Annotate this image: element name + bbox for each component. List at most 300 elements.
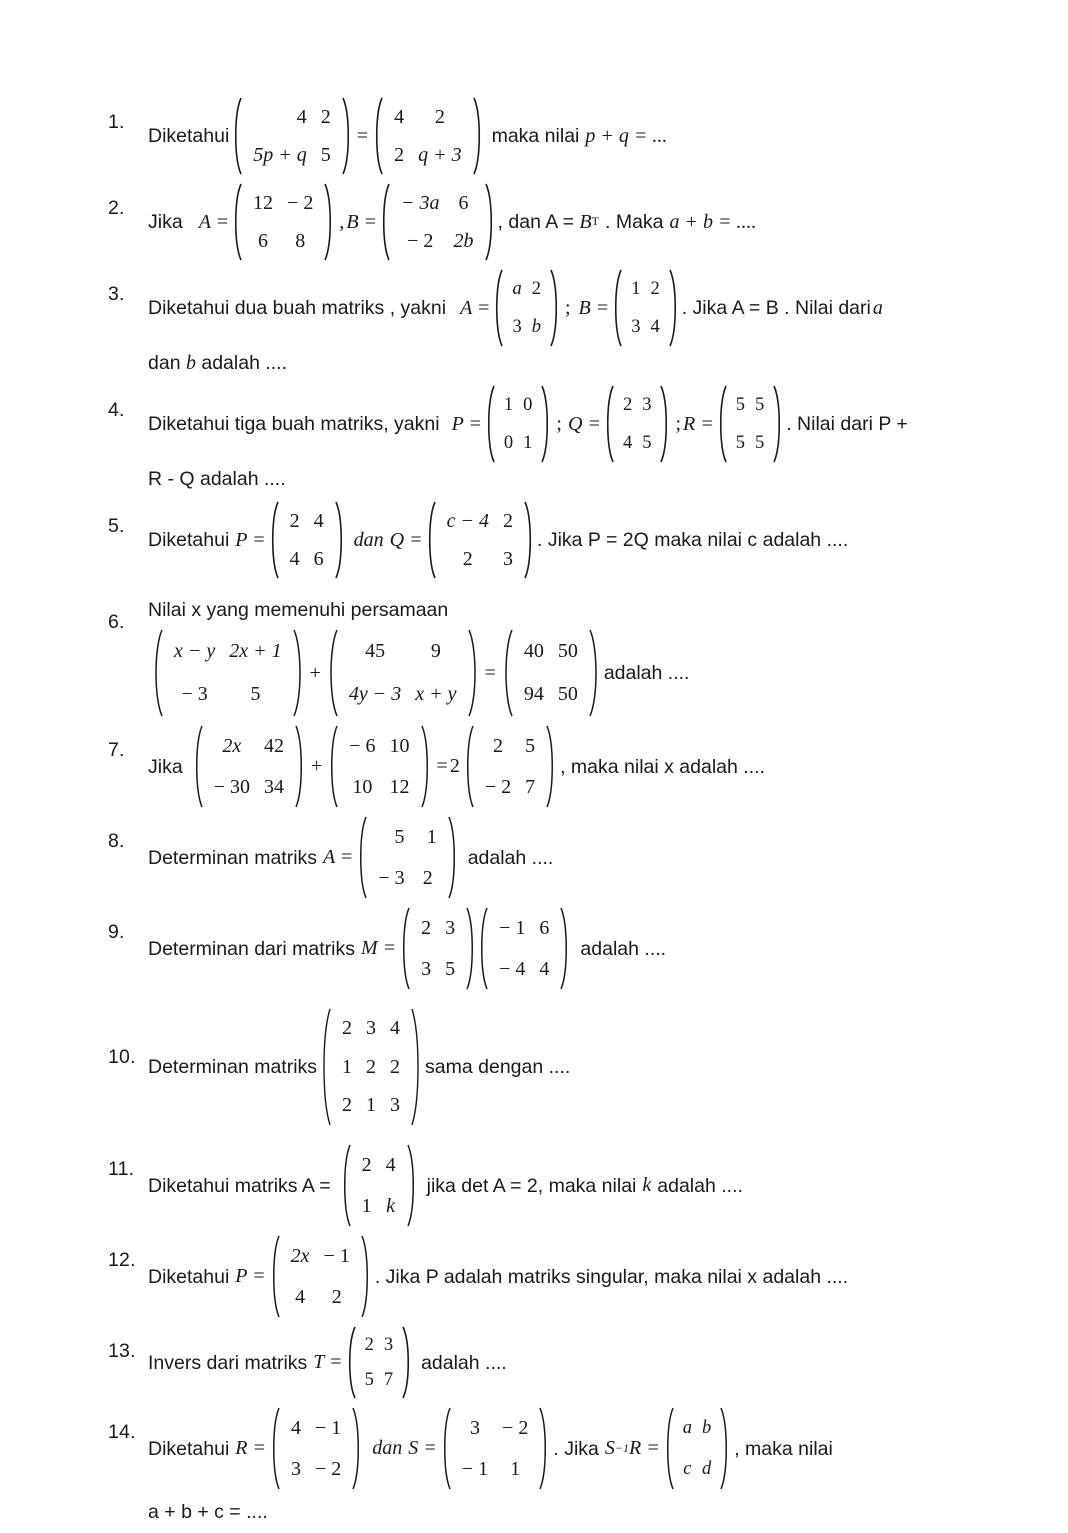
matrix-cell: − 2 <box>287 191 314 214</box>
matrix-13a <box>345 1325 414 1400</box>
matrix-cells <box>351 1143 407 1228</box>
paren-right-icon <box>541 384 552 464</box>
question-text-after: adalah .... <box>603 662 690 685</box>
paren-right-icon <box>589 628 602 718</box>
matrix-cell: 2 <box>434 105 445 128</box>
paren-left-icon <box>500 628 513 718</box>
matrix-cell: 3 <box>383 1334 394 1355</box>
matrix-cells <box>674 1406 721 1491</box>
matrix-cell: 4 <box>385 1154 396 1177</box>
matrix-3a <box>492 268 561 348</box>
paren-right-icon <box>295 724 307 809</box>
paren-left-icon <box>268 500 279 580</box>
matrix-cell: 2x + 1 <box>229 640 282 663</box>
matrix-cells <box>614 384 661 464</box>
question-tail: a + b = .... <box>669 210 757 233</box>
matrix-cell: 2 <box>364 1334 374 1355</box>
inverse-superscript: −1 <box>614 1441 629 1456</box>
paren-right-icon <box>407 1143 419 1228</box>
matrix-cell: b <box>701 1418 712 1439</box>
matrix-cell: 2 <box>462 547 473 570</box>
matrix-cell: − 6 <box>349 735 376 758</box>
matrix-cell: 3 <box>642 394 652 415</box>
matrix-2b <box>379 182 496 262</box>
matrix-cell: 4 <box>289 547 300 570</box>
question-text-after: jika det A = 2, maka nilai <box>426 1174 637 1197</box>
question-line-2-text: a + b + c = .... <box>148 1501 268 1524</box>
question-line-2 <box>148 1497 1008 1527</box>
question-line-2-text: dan <box>148 351 186 374</box>
matrix-cells <box>356 1325 403 1400</box>
question-item-6 <box>108 596 1008 718</box>
paren-right-icon <box>293 628 306 718</box>
matrix-4p <box>484 384 553 464</box>
transpose-base: B <box>579 210 592 233</box>
question-text-mid: . Jika <box>553 1437 599 1460</box>
matrix-cell: 12 <box>253 191 274 214</box>
question-body <box>148 1406 1008 1527</box>
paren-right-icon <box>411 1007 423 1127</box>
question-item-1 <box>108 96 1008 176</box>
matrix-cell: 4 <box>295 1285 306 1308</box>
scalar-multiplier: 2 <box>449 755 460 778</box>
question-item-7 <box>108 724 1008 809</box>
question-line-1: Nilai x yang memenuhi persamaan <box>148 599 449 621</box>
question-item-8 <box>108 815 1008 900</box>
matrix-2a <box>231 182 335 262</box>
matrix-6b <box>325 628 481 718</box>
equals-sign: = <box>356 124 369 147</box>
paren-left-icon <box>325 628 338 718</box>
question-body <box>148 500 1008 580</box>
matrix-cell: 4 <box>650 316 660 337</box>
question-text: Diketahui <box>148 1437 230 1460</box>
question-text-after: , maka nilai <box>734 1437 833 1460</box>
matrix-label-q: Q = <box>389 528 423 551</box>
paren-right-icon <box>485 182 496 262</box>
matrix-12a <box>268 1234 373 1319</box>
matrix-cell: 5 <box>754 432 765 453</box>
paren-right-icon <box>342 96 353 176</box>
matrix-cell: 1 <box>523 432 533 453</box>
matrix-cell: k <box>386 1194 396 1217</box>
matrix-cell: 3 <box>390 1094 401 1117</box>
question-line-2-tail: adalah .... <box>195 351 288 374</box>
matrix-14r <box>268 1406 364 1491</box>
matrix-cell: 1 <box>361 1194 372 1217</box>
matrix-cell: c − 4 <box>446 509 489 532</box>
question-text: Jika <box>148 210 183 233</box>
question-number: 11. <box>108 1158 135 1181</box>
paren-right-icon <box>720 1406 732 1491</box>
matrix-label-m: M = <box>360 937 397 960</box>
matrix-7b <box>326 724 432 809</box>
matrix-label-r: R = <box>683 412 714 435</box>
conjunction-dan: dan <box>372 1437 403 1460</box>
matrix-cell: 2 <box>422 866 433 889</box>
question-body <box>148 384 1008 494</box>
question-body <box>148 596 1008 718</box>
paren-right-icon <box>402 1325 413 1400</box>
matrix-cells <box>474 724 546 809</box>
question-text: Diketahui matriks A = <box>148 1174 331 1197</box>
question-text-after: . Maka <box>604 210 664 233</box>
matrix-cell: 1 <box>510 1457 521 1480</box>
comma: , <box>339 210 345 233</box>
question-text: Diketahui dua buah matriks , yakni <box>148 296 447 319</box>
question-text: Jika <box>148 755 183 778</box>
question-body <box>148 724 1008 809</box>
matrix-label-p: P = <box>235 1265 266 1288</box>
matrix-cells <box>727 384 774 464</box>
question-body <box>148 1143 1008 1228</box>
paren-left-icon <box>398 906 410 991</box>
question-number: 7. <box>108 739 125 762</box>
paren-right-icon <box>421 724 433 809</box>
paren-right-icon <box>524 500 535 580</box>
semicolon-separator: ; <box>564 296 571 319</box>
matrix-label-a: A = <box>198 210 230 233</box>
matrix-cell: 5 <box>394 826 405 849</box>
paren-left-icon <box>379 182 390 262</box>
question-text-after: adalah .... <box>580 937 667 960</box>
matrix-cell: 2 <box>366 1055 377 1078</box>
question-number: 6. <box>108 611 125 633</box>
matrix-cells <box>503 268 550 348</box>
matrix-7a <box>191 724 307 809</box>
matrix-cell: 3 <box>291 1457 302 1480</box>
matrix-label-s: S = <box>408 1437 437 1460</box>
question-item-3 <box>108 268 1008 378</box>
matrix-14s <box>439 1406 552 1491</box>
paren-right-icon <box>361 1234 373 1319</box>
paren-left-icon <box>425 500 436 580</box>
matrix-cells <box>331 1007 411 1127</box>
question-text-after: . Jika P = 2Q maka nilai c adalah .... <box>536 528 849 551</box>
matrix-cell: 4 <box>291 1417 302 1440</box>
paren-left-icon <box>268 1234 280 1319</box>
question-text-after: . Nilai dari P + <box>786 412 908 435</box>
matrix-6a <box>150 628 306 718</box>
matrix-8a <box>355 815 459 900</box>
matrix-cells <box>513 628 589 718</box>
matrix-cell: − 30 <box>213 775 250 798</box>
matrix-cell: 7 <box>525 775 536 798</box>
matrix-cells <box>338 724 420 809</box>
matrix-cell: 6 <box>313 547 324 570</box>
matrix-cell: 2 <box>342 1017 353 1040</box>
matrix-cell: 6 <box>258 229 269 252</box>
question-text-after: , maka nilai x adalah .... <box>560 755 765 778</box>
matrix-cell: 3 <box>631 316 641 337</box>
question-tail: p + q = ... <box>585 124 668 147</box>
matrix-cell: 5 <box>250 683 261 706</box>
matrix-cell: 2 <box>320 105 331 128</box>
matrix-cell: 3 <box>421 957 432 980</box>
paren-right-icon <box>352 1406 364 1491</box>
question-number: 10. <box>108 1046 136 1069</box>
conjunction-dan: dan <box>353 528 384 551</box>
question-number: 3. <box>108 283 125 305</box>
matrix-cell: 4 <box>539 957 550 980</box>
matrix-cell: 4 <box>622 432 633 453</box>
question-text-after: adalah .... <box>421 1351 507 1374</box>
matrix-cell: 4 <box>394 105 405 128</box>
inverse-base: S <box>604 1437 615 1460</box>
paren-left-icon <box>476 906 488 991</box>
question-line-2-text: R - Q adalah .... <box>148 467 286 490</box>
question-body <box>148 906 1008 991</box>
question-number: 14. <box>108 1421 136 1444</box>
question-body <box>148 268 1008 378</box>
matrix-cell: 2x <box>290 1245 310 1268</box>
matrix-cell: 0 <box>523 394 533 415</box>
matrix-cell: − 2 <box>407 229 434 252</box>
matrix-cell: x + y <box>415 683 457 706</box>
matrix-cell: 45 <box>365 640 386 663</box>
matrix-cell: 7 <box>383 1370 394 1391</box>
matrix-cells <box>242 96 342 176</box>
question-body <box>148 1234 1008 1319</box>
matrix-label-b: B = <box>578 296 610 319</box>
matrix-cells <box>488 906 560 991</box>
matrix-cell: 5 <box>735 432 745 453</box>
matrix-10a <box>319 1007 423 1127</box>
matrix-label-t: T = <box>313 1351 343 1374</box>
question-item-12 <box>108 1234 1008 1319</box>
semicolon-separator-2: ; <box>675 412 681 435</box>
matrix-cell: 2b <box>453 229 474 252</box>
question-body <box>148 96 1008 176</box>
variable-b: b <box>185 351 196 374</box>
question-number: 4. <box>108 399 125 421</box>
matrix-5p <box>268 500 346 580</box>
variable-k: k <box>642 1174 652 1197</box>
paren-right-icon <box>324 182 335 262</box>
question-text: Determinan matriks <box>148 1056 318 1079</box>
paren-left-icon <box>484 384 495 464</box>
matrix-label-b: B = <box>346 210 378 233</box>
matrix-cells <box>280 1406 352 1491</box>
paren-right-icon <box>660 384 671 464</box>
matrix-cell: 50 <box>557 640 578 663</box>
matrix-cells <box>242 182 324 262</box>
question-number: 1. <box>108 111 125 133</box>
matrix-cell: 2 <box>492 735 503 758</box>
matrix-1b <box>372 96 484 176</box>
paren-left-icon <box>372 96 383 176</box>
question-line-2 <box>148 348 1008 378</box>
paren-right-icon <box>560 906 572 991</box>
question-body <box>148 815 1008 900</box>
matrix-9a <box>398 906 478 991</box>
paren-right-icon <box>448 815 460 900</box>
question-list <box>108 96 1008 1533</box>
matrix-cell: 42 <box>263 735 284 758</box>
matrix-cell: 3 <box>366 1017 377 1040</box>
question-item-2 <box>108 182 1008 262</box>
matrix-cell: 9 <box>430 640 441 663</box>
question-item-13 <box>108 1325 1008 1400</box>
matrix-5q <box>425 500 535 580</box>
question-number: 12. <box>108 1249 136 1272</box>
question-item-5 <box>108 500 1008 580</box>
matrix-cell: 2 <box>531 278 541 299</box>
paren-left-icon <box>268 1406 280 1491</box>
paren-right-icon <box>468 628 481 718</box>
question-tail: adalah .... <box>657 1174 743 1197</box>
question-text: Determinan matriks <box>148 846 318 869</box>
matrix-cell: − 3a <box>401 191 440 214</box>
matrix-cells <box>436 500 524 580</box>
matrix-cell: − 3 <box>378 866 405 889</box>
matrix-label-a: A = <box>323 846 354 869</box>
paren-right-icon <box>473 96 484 176</box>
matrix-cell: 10 <box>352 775 373 798</box>
matrix-cell: 1 <box>342 1055 353 1078</box>
matrix-cells <box>410 906 466 991</box>
matrix-7c <box>462 724 558 809</box>
matrix-6c <box>500 628 602 718</box>
matrix-4r <box>716 384 785 464</box>
matrix-4q <box>603 384 672 464</box>
question-text-mid: , dan A = <box>497 210 580 233</box>
matrix-cell: a <box>512 278 522 299</box>
matrix-cell: a <box>682 1418 692 1439</box>
matrix-cell: 4 <box>390 1017 401 1040</box>
matrix-cell: 6 <box>539 917 550 940</box>
matrix-cell: 2 <box>342 1094 353 1117</box>
matrix-cell: 2 <box>390 1055 401 1078</box>
matrix-cell: 94 <box>523 683 544 706</box>
matrix-cell: 2 <box>502 509 513 532</box>
matrix-cell: 1 <box>426 826 437 849</box>
matrix-cell: − 3 <box>181 683 208 706</box>
matrix-cell: − 2 <box>502 1417 529 1440</box>
matrix-cell: 2x <box>222 735 242 758</box>
question-number: 5. <box>108 515 125 537</box>
matrix-cell: 50 <box>557 683 578 706</box>
paren-left-icon <box>191 724 203 809</box>
semicolon-separator: ; <box>556 412 562 435</box>
matrix-cell: 2 <box>394 143 405 166</box>
matrix-cell: 5 <box>754 394 765 415</box>
paren-left-icon <box>439 1406 451 1491</box>
paren-left-icon <box>611 268 622 348</box>
paren-left-icon <box>355 815 367 900</box>
matrix-cells <box>495 384 542 464</box>
matrix-cell: − 2 <box>484 775 512 798</box>
matrix-cell: 4 <box>313 509 324 532</box>
matrix-1a <box>231 96 353 176</box>
question-number: 8. <box>108 830 125 853</box>
matrix-cells <box>279 500 335 580</box>
matrix-cells <box>622 268 669 348</box>
question-text: Diketahui <box>148 1265 230 1288</box>
matrix-cell: − 1 <box>461 1457 489 1480</box>
matrix-cell: d <box>701 1458 712 1479</box>
matrix-11a <box>339 1143 419 1228</box>
paren-left-icon <box>462 724 474 809</box>
plus-sign: + <box>310 755 323 778</box>
matrix-cell: 2 <box>421 917 432 940</box>
paren-left-icon <box>492 268 503 348</box>
paren-left-icon <box>231 182 242 262</box>
plus-sign: + <box>309 661 321 684</box>
matrix-cell: 3 <box>469 1417 480 1440</box>
matrix-cell: 1 <box>366 1094 377 1117</box>
question-body <box>148 1325 1008 1400</box>
equals-sign: = <box>484 661 496 684</box>
matrix-cells <box>338 628 468 718</box>
paren-left-icon <box>319 1007 331 1127</box>
matrix-cell: 40 <box>523 640 544 663</box>
paren-right-icon <box>773 384 784 464</box>
matrix-cells <box>203 724 295 809</box>
paren-left-icon <box>345 1325 356 1400</box>
question-text-after: . Jika A = B . Nilai dari <box>681 296 871 319</box>
question-number: 13. <box>108 1340 136 1363</box>
variable-a-visible: a <box>872 296 883 319</box>
matrix-cell: q + 3 <box>418 143 462 166</box>
paren-left-icon <box>150 628 163 718</box>
question-body <box>148 1007 1008 1127</box>
matrix-cells <box>390 182 485 262</box>
matrix-cell: 5 <box>364 1370 374 1391</box>
matrix-cell: 2 <box>622 394 633 415</box>
matrix-14abcd <box>662 1406 733 1491</box>
matrix-label-p: P = <box>235 528 266 551</box>
question-text: Determinan dari matriks <box>148 937 355 960</box>
matrix-cell: 5 <box>525 735 536 758</box>
matrix-3b <box>611 268 680 348</box>
matrix-cell: 5p + q <box>253 143 307 166</box>
matrix-cell: 3 <box>502 547 513 570</box>
matrix-cell: 5 <box>320 143 331 166</box>
matrix-label-q: Q = <box>567 412 601 435</box>
matrix-cell: 34 <box>263 775 284 798</box>
transpose-superscript: T <box>591 214 599 229</box>
paren-right-icon <box>546 724 558 809</box>
question-text: Invers dari matriks <box>148 1351 308 1374</box>
equals-sign: = <box>436 755 448 778</box>
matrix-cell: 1 <box>631 278 641 299</box>
question-text-after: maka nilai <box>491 124 580 147</box>
question-item-4 <box>108 384 1008 494</box>
matrix-cells <box>383 96 473 176</box>
question-text-after: adalah .... <box>467 846 554 869</box>
paren-left-icon <box>339 1143 351 1228</box>
matrix-cell: 8 <box>295 229 306 252</box>
matrix-cell: 2 <box>361 1154 372 1177</box>
matrix-cell: − 2 <box>315 1457 342 1480</box>
matrix-cell: 2 <box>289 509 300 532</box>
question-body <box>148 182 1008 262</box>
matrix-cell: − 1 <box>499 917 526 940</box>
question-item-9 <box>108 906 1008 991</box>
question-text-after: sama dengan .... <box>425 1056 571 1079</box>
question-text-after: . Jika P adalah matriks singular, maka nilai x adalah .... <box>374 1265 849 1288</box>
question-number: 2. <box>108 197 125 219</box>
matrix-cells <box>163 628 293 718</box>
paren-left-icon <box>603 384 614 464</box>
matrix-9b <box>476 906 572 991</box>
matrix-cell: 5 <box>735 394 745 415</box>
matrix-cell: − 1 <box>323 1245 350 1268</box>
paren-right-icon <box>539 1406 551 1491</box>
matrix-cell: 2 <box>331 1285 342 1308</box>
question-text: Diketahui <box>148 124 230 147</box>
